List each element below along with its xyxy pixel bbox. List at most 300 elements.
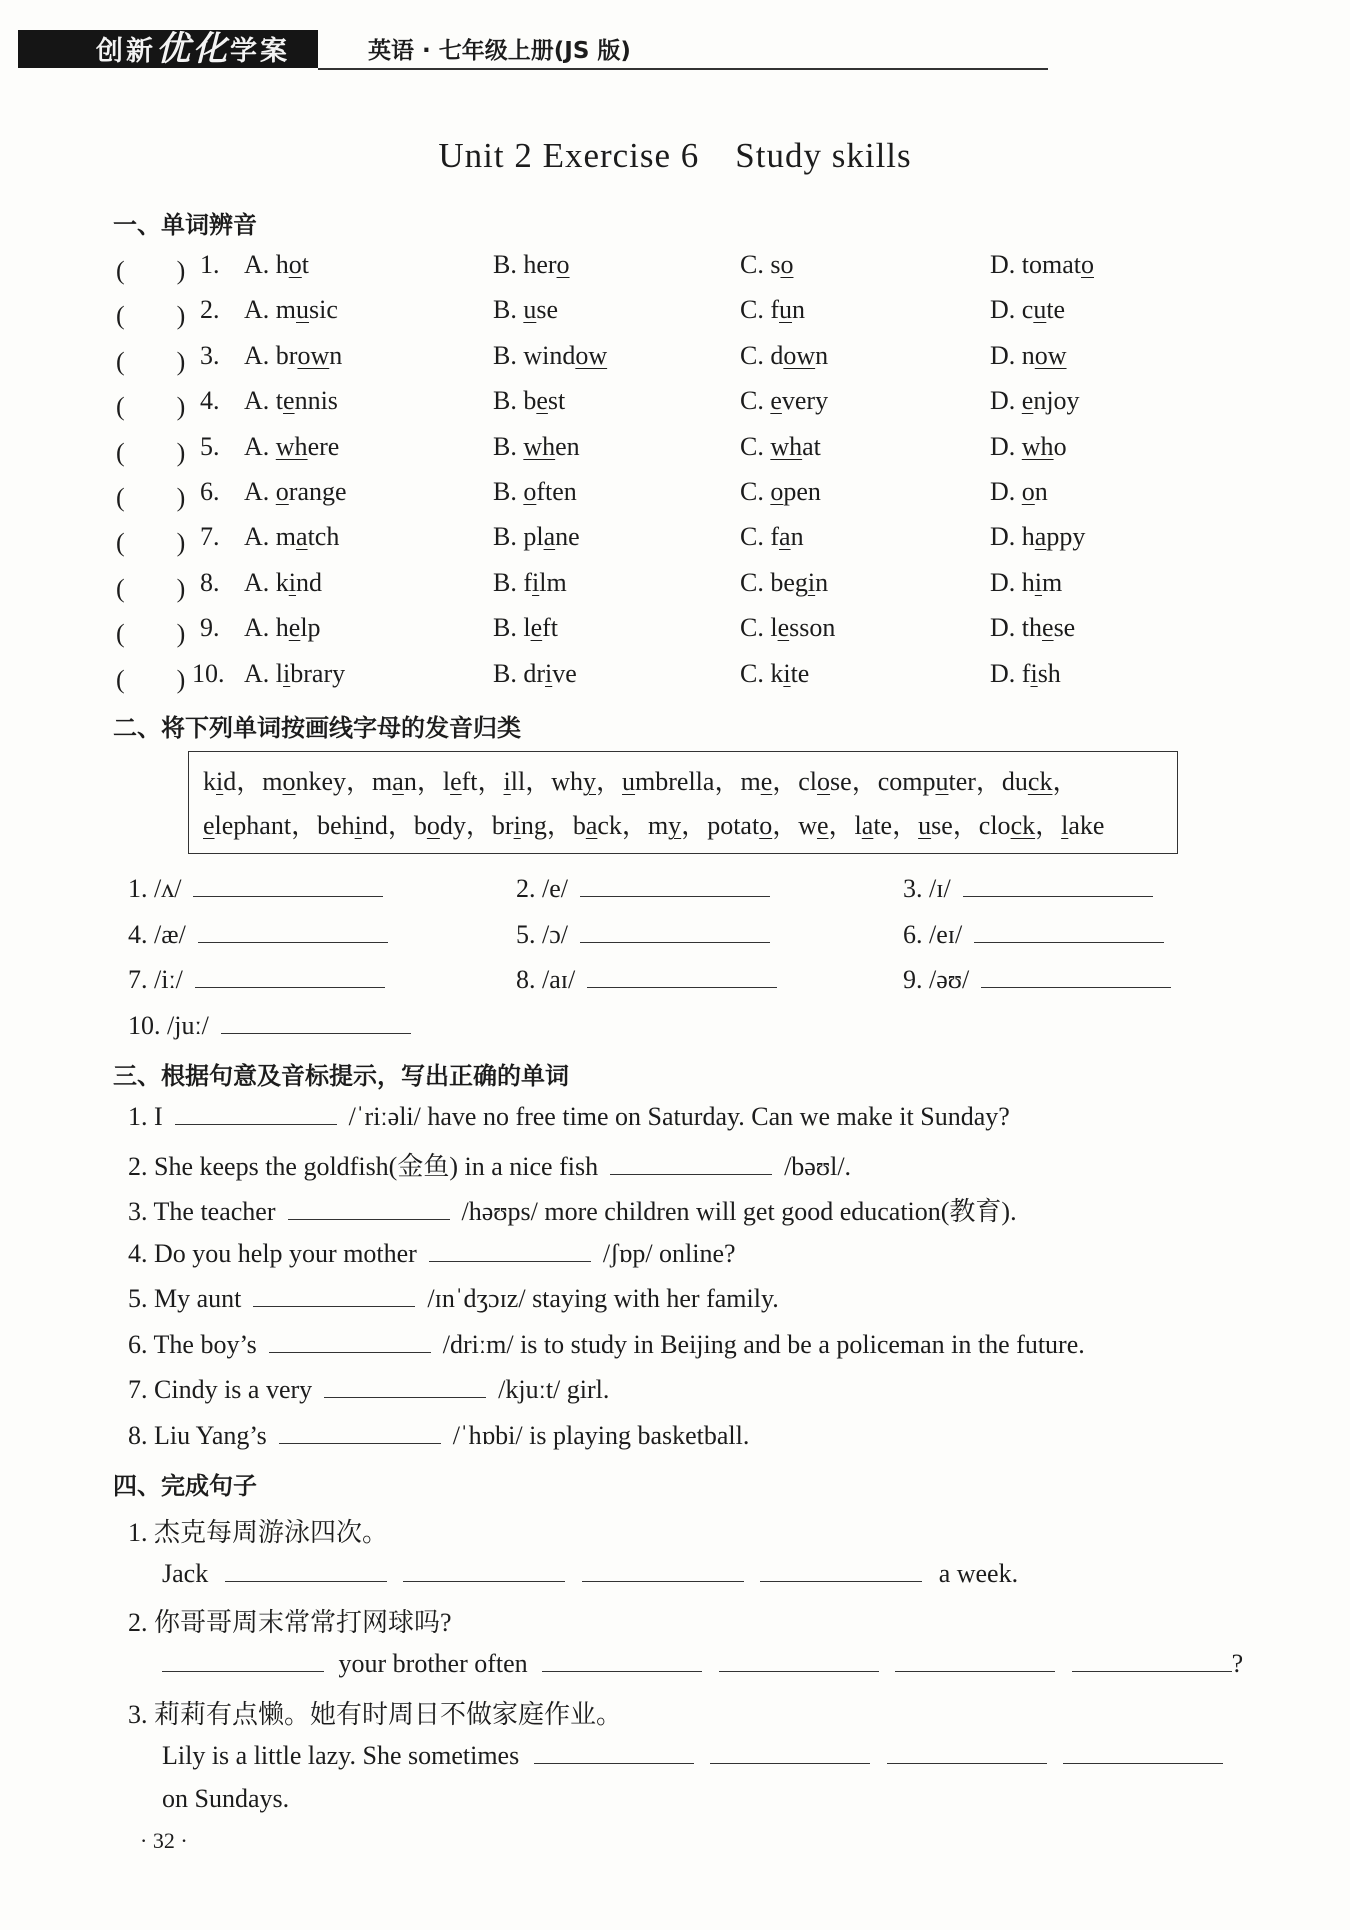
option-a[interactable]	[244, 250, 309, 280]
phonetic-label: 3. /ɪ/	[903, 874, 951, 903]
header-rule	[318, 68, 1048, 70]
answer-blank[interactable]	[175, 1100, 337, 1125]
underlined-letters: wh	[523, 431, 556, 461]
underlined-letters: e	[777, 613, 790, 643]
brand-text-c: 学案	[230, 36, 290, 67]
option-word: happy	[1021, 522, 1086, 552]
word-bank-item: why	[551, 767, 597, 796]
option-letter: B.	[493, 250, 517, 279]
option-c[interactable]	[740, 386, 828, 416]
underlined-letters: o	[1081, 250, 1094, 279]
option-word: film	[523, 567, 567, 597]
answer-blank[interactable]	[429, 1237, 591, 1262]
option-letter: A.	[244, 386, 270, 416]
answer-bracket[interactable]: ( )	[116, 528, 186, 558]
option-word: who	[1021, 431, 1067, 461]
answer-blank[interactable]	[221, 1009, 411, 1034]
option-word: what	[770, 431, 821, 461]
option-a[interactable]	[244, 568, 322, 598]
word-bank-item: close	[798, 767, 852, 796]
underlined-letters: o	[288, 250, 302, 279]
option-b[interactable]	[493, 568, 567, 598]
answer-blank[interactable]	[610, 1150, 772, 1175]
answer-blank[interactable]	[225, 1557, 387, 1582]
s4-q1-line	[162, 1557, 1018, 1589]
section-4-heading: 四、完成句子	[113, 1472, 257, 1500]
option-word: help	[275, 613, 321, 643]
question-number: 10.	[192, 658, 225, 688]
s3-text-pre: 5. My aunt	[128, 1284, 242, 1313]
underlined-letters: o	[770, 477, 784, 506]
underlined-letters: e	[450, 767, 462, 796]
option-letter: D.	[990, 477, 1016, 506]
underlined-letters: a	[861, 811, 874, 840]
underlined-letters: wh	[275, 431, 308, 461]
s4-q2-line	[162, 1647, 1243, 1679]
option-c[interactable]	[740, 522, 804, 552]
answer-blank[interactable]	[1063, 1739, 1223, 1764]
option-word: cute	[1021, 295, 1066, 325]
s3-text-post: /həʊps/ more children will get good education(教育).	[461, 1197, 1017, 1226]
sound-category	[128, 872, 383, 904]
answer-bracket[interactable]: ( )	[116, 256, 186, 285]
option-letter: D.	[990, 431, 1016, 461]
option-word: every	[770, 386, 829, 416]
option-letter: A.	[244, 522, 270, 552]
answer-bracket[interactable]: ( )	[116, 573, 186, 603]
underlined-letters: o	[556, 250, 570, 279]
s4-q3-chinese: 3. 莉莉有点懒。她有时周日不做家庭作业。	[128, 1700, 623, 1729]
s3-text-pre: 3. The teacher	[128, 1197, 276, 1226]
underlined-letters: ck	[1010, 811, 1036, 840]
word-bank-item: behind	[317, 811, 388, 840]
underlined-letters: a	[1034, 522, 1047, 552]
option-b[interactable]	[493, 432, 580, 462]
option-letter: D.	[990, 340, 1016, 370]
word-bank-item: kid	[203, 767, 237, 796]
phonetic-label: 1. /ʌ/	[128, 874, 182, 903]
sound-category	[128, 963, 385, 995]
answer-blank[interactable]	[269, 1328, 431, 1353]
option-word: now	[1021, 340, 1067, 370]
option-a[interactable]	[244, 522, 339, 552]
answer-blank[interactable]	[760, 1557, 922, 1582]
option-word: begin	[770, 567, 829, 597]
s3-item	[128, 1237, 736, 1269]
answer-blank[interactable]	[198, 918, 388, 943]
sound-category	[128, 918, 388, 950]
option-c[interactable]	[740, 659, 809, 689]
option-word: when	[523, 431, 580, 461]
underlined-letters: i	[807, 567, 816, 597]
option-letter: A.	[244, 658, 270, 688]
s3-text-post: /bəʊl/.	[784, 1151, 852, 1181]
option-c[interactable]	[740, 432, 821, 462]
option-word: down	[770, 340, 829, 370]
page-title: Unit 2 Exercise 6 Study skills	[438, 136, 912, 175]
phonetic-label: 6. /eɪ/	[903, 919, 963, 949]
option-letter: A.	[244, 431, 270, 461]
underlined-letters: a	[392, 767, 404, 796]
section-2-heading: 二、将下列单词按画线字母的发音归类	[113, 714, 521, 742]
underlined-letters: wh	[1021, 431, 1054, 461]
answer-blank[interactable]	[887, 1739, 1047, 1764]
option-word: kite	[770, 658, 810, 688]
option-a[interactable]	[244, 295, 338, 325]
underlined-letters: i	[1030, 658, 1038, 688]
option-word: window	[523, 340, 608, 370]
option-word: use	[523, 295, 559, 325]
underlined-letters: e	[1042, 613, 1054, 643]
word-bank-item: bring	[491, 811, 547, 840]
option-letter: A.	[244, 340, 270, 370]
underlined-letters: u	[523, 295, 537, 325]
underlined-letters: e	[816, 811, 829, 840]
underlined-letters: o	[817, 767, 831, 796]
word-bank-item: my	[647, 811, 682, 840]
sound-category	[516, 872, 770, 904]
option-c[interactable]	[740, 613, 835, 643]
phonetic-label: 5. /ɔ/	[516, 919, 568, 949]
option-b[interactable]	[493, 341, 607, 371]
underlined-letters: e	[770, 386, 782, 416]
answer-blank[interactable]	[963, 872, 1153, 897]
option-b[interactable]	[493, 250, 570, 280]
underlined-letters: e	[536, 386, 548, 416]
underlined-letters: a	[585, 811, 598, 840]
answer-blank[interactable]	[974, 918, 1164, 943]
s3-item	[128, 1191, 1017, 1228]
option-word: music	[275, 295, 338, 325]
option-d[interactable]	[990, 341, 1067, 371]
underlined-letters: o	[282, 767, 296, 796]
option-letter: A.	[244, 295, 270, 325]
option-letter: C.	[740, 477, 764, 506]
underlined-letters: o	[780, 250, 794, 279]
word-bank-item: late	[854, 811, 893, 840]
phonetic-label: 8. /aɪ/	[516, 965, 576, 994]
sound-category	[516, 963, 777, 995]
option-d[interactable]	[990, 386, 1080, 416]
s3-text-post: /ˈriːəli/ have no free time on Saturday. Can we make it Sunday?	[348, 1102, 1010, 1131]
s3-item	[128, 1100, 1010, 1132]
answer-blank[interactable]	[719, 1647, 879, 1672]
option-word: him	[1021, 567, 1063, 597]
option-letter: D.	[990, 250, 1016, 279]
word-bank-box: kid，monkey，man，left，ill，why，umbrella，me，close，computer，duck， elephant，behind，body，bring，back，my，potato，we，late，use，clock，lake	[188, 751, 1178, 854]
option-c[interactable]	[740, 568, 828, 598]
answer-blank[interactable]	[587, 963, 777, 988]
underlined-letters: ck	[1027, 767, 1053, 796]
s4-q1-post: a week.	[938, 1559, 1019, 1588]
underlined-letters: i	[783, 658, 791, 688]
underlined-letters: i	[216, 767, 224, 796]
option-a[interactable]	[244, 341, 342, 371]
phonetic-label: 9. /əʊ/	[903, 965, 970, 994]
underlined-letters: u	[622, 767, 636, 796]
option-letter: D.	[990, 658, 1016, 688]
answer-blank[interactable]	[981, 963, 1171, 988]
phonetic-label: 4. /æ/	[128, 919, 186, 949]
s3-item	[128, 1419, 749, 1451]
answer-blank[interactable]	[534, 1739, 694, 1764]
option-letter: A.	[244, 613, 270, 643]
s4-q2-end: ?	[1231, 1649, 1244, 1678]
question-number: 1.	[200, 250, 220, 279]
word-bank-item: body	[413, 811, 466, 840]
answer-bracket[interactable]: ( )	[116, 437, 186, 467]
option-c[interactable]	[740, 250, 793, 280]
s4-q1-pre: Jack	[162, 1559, 209, 1588]
answer-blank[interactable]	[710, 1739, 870, 1764]
option-word: plane	[523, 522, 580, 552]
underlined-letters: e	[288, 613, 301, 643]
word-bank-item: use	[918, 811, 953, 840]
option-word: tennis	[275, 386, 338, 416]
underlined-letters: a	[296, 522, 308, 552]
word-bank-item: lake	[1061, 811, 1105, 840]
option-b[interactable]	[493, 659, 577, 689]
answer-blank[interactable]	[580, 872, 770, 897]
s3-text-pre: 1. I	[128, 1102, 163, 1131]
page-number: · 32 ·	[140, 1828, 188, 1853]
s3-item	[128, 1146, 851, 1183]
option-letter: C.	[740, 658, 764, 688]
word-bank-item: man	[372, 767, 417, 796]
option-b[interactable]	[493, 386, 565, 416]
sound-category	[903, 872, 1153, 904]
option-word: fan	[770, 522, 804, 552]
option-d[interactable]	[990, 432, 1067, 462]
option-letter: B.	[493, 613, 517, 643]
option-letter: B.	[493, 477, 517, 506]
option-word: kind	[275, 567, 323, 597]
s3-text-post: /kjuːt/ girl.	[498, 1375, 610, 1404]
option-b[interactable]	[493, 522, 580, 552]
sound-category	[903, 963, 1171, 995]
sound-category	[903, 918, 1164, 950]
phonetic-label: 2. /e/	[516, 874, 568, 903]
answer-blank[interactable]	[582, 1557, 744, 1582]
answer-bracket[interactable]: ( )	[116, 619, 186, 649]
answer-blank[interactable]	[403, 1557, 565, 1582]
s4-q2-mid: your brother often	[338, 1649, 528, 1678]
underlined-letters: u	[918, 811, 932, 840]
question-number: 8.	[200, 567, 220, 597]
underlined-letters: ow	[575, 340, 608, 370]
word-bank-item: we	[798, 811, 829, 840]
option-letter: C.	[740, 340, 764, 370]
answer-bracket[interactable]: ( )	[116, 346, 186, 376]
underlined-letters: ow	[297, 340, 330, 370]
question-number: 3.	[200, 340, 220, 370]
option-word: drive	[523, 658, 577, 688]
option-word: these	[1021, 613, 1076, 643]
underlined-letters: o	[759, 811, 773, 840]
option-letter: A.	[244, 567, 270, 597]
brand-text-a: 创新	[96, 36, 156, 67]
option-word: hero	[523, 250, 570, 279]
answer-blank[interactable]	[324, 1373, 486, 1398]
section-1-heading: 一、单词辨音	[113, 211, 257, 239]
underlined-letters: e	[530, 613, 543, 643]
s3-text-post: /ʃɒp/ online?	[602, 1238, 736, 1268]
s4-q3-end: on Sundays.	[162, 1784, 290, 1813]
underlined-letters: l	[1061, 811, 1069, 840]
answer-bracket[interactable]: ( )	[116, 392, 186, 422]
option-letter: C.	[740, 522, 764, 552]
option-b[interactable]	[493, 295, 558, 325]
s3-item	[128, 1282, 779, 1314]
option-a[interactable]	[244, 386, 338, 416]
option-letter: B.	[493, 658, 517, 688]
option-letter: D.	[990, 567, 1016, 597]
word-bank-item: me	[740, 767, 773, 796]
underlined-letters: u	[1033, 295, 1047, 325]
underlined-letters: a	[543, 522, 556, 552]
underlined-letters: i	[283, 658, 291, 688]
s4-q3-line	[162, 1739, 1223, 1771]
s3-text-pre: 7. Cindy is a very	[128, 1375, 313, 1404]
option-word: orange	[275, 477, 347, 506]
word-bank-item: monkey	[262, 767, 347, 796]
underlined-letters: e	[283, 386, 295, 416]
option-letter: B.	[493, 431, 517, 461]
underlined-letters: i	[532, 567, 540, 597]
underlined-letters: i	[288, 567, 297, 597]
option-word: tomato	[1021, 250, 1094, 279]
underlined-letters: u	[779, 295, 793, 325]
option-word: best	[523, 386, 566, 416]
answer-blank[interactable]	[288, 1195, 450, 1220]
option-b[interactable]	[493, 613, 558, 643]
option-a[interactable]	[244, 613, 321, 643]
underlined-letters: i	[503, 767, 511, 796]
option-letter: C.	[740, 386, 764, 416]
underlined-letters: o	[523, 477, 537, 506]
option-c[interactable]	[740, 295, 805, 325]
option-d[interactable]	[990, 477, 1048, 507]
option-d[interactable]	[990, 659, 1061, 689]
option-a[interactable]	[244, 432, 339, 462]
option-d[interactable]	[990, 295, 1065, 325]
option-word: lesson	[770, 613, 836, 643]
answer-bracket[interactable]: ( )	[116, 664, 186, 694]
answer-blank[interactable]	[895, 1647, 1055, 1672]
underlined-letters: e	[1021, 386, 1034, 416]
option-letter: C.	[740, 431, 764, 461]
option-word: fun	[770, 295, 806, 325]
section-3-heading: 三、根据句意及音标提示，写出正确的单词	[113, 1062, 569, 1090]
answer-bracket[interactable]: ( )	[116, 483, 186, 512]
word-bank-item: duck	[1001, 767, 1053, 796]
underlined-letters: ow	[1034, 340, 1067, 370]
option-letter: D.	[990, 522, 1016, 552]
s3-text-post: /driːm/ is to study in Beijing and be a policeman in the future.	[442, 1329, 1085, 1359]
phonetic-label: 7. /iː/	[128, 965, 183, 994]
option-word: on	[1021, 477, 1048, 506]
underlined-letters: i	[545, 658, 553, 688]
option-word: hot	[275, 250, 310, 279]
option-a[interactable]	[244, 477, 347, 507]
answer-blank[interactable]	[580, 918, 770, 943]
underlined-letters: a	[779, 522, 791, 552]
option-word: where	[275, 431, 340, 461]
underlined-letters: o	[426, 811, 440, 840]
option-c[interactable]	[740, 341, 828, 371]
subject-title: 英语 · 七年级上册(JS 版)	[368, 38, 631, 64]
underlined-letters: o	[1021, 477, 1035, 506]
option-letter: B.	[493, 522, 517, 552]
s3-text-pre: 4. Do you help your mother	[128, 1238, 417, 1268]
word-bank-item: elephant	[203, 811, 292, 840]
underlined-letters: e	[760, 767, 773, 796]
word-bank-item: umbrella	[622, 767, 715, 796]
underlined-letters: i	[354, 811, 362, 840]
answer-blank[interactable]	[193, 872, 383, 897]
s3-text-post: /ɪnˈdʒɔɪz/ staying with her family.	[427, 1284, 779, 1313]
option-word: so	[770, 250, 794, 279]
option-c[interactable]	[740, 477, 821, 507]
option-d[interactable]	[990, 250, 1094, 280]
option-d[interactable]	[990, 522, 1085, 552]
option-letter: B.	[493, 340, 517, 370]
option-letter: B.	[493, 567, 517, 597]
option-b[interactable]	[493, 477, 577, 507]
s4-q1-chinese: 1. 杰克每周游泳四次。	[128, 1518, 389, 1547]
option-word: open	[770, 477, 821, 506]
s3-text-pre: 6. The boy’s	[128, 1329, 257, 1359]
word-bank-item: computer	[877, 767, 976, 796]
option-letter: D.	[990, 295, 1016, 325]
word-bank-item: potato	[707, 811, 773, 840]
option-word: left	[523, 613, 559, 643]
sound-category	[128, 1009, 411, 1041]
brand-logo	[18, 30, 318, 68]
option-letter: D.	[990, 386, 1016, 416]
s3-text-post: /ˈhɒbi/ is playing basketball.	[452, 1420, 750, 1450]
answer-blank[interactable]	[542, 1647, 702, 1672]
underlined-letters: ow	[783, 340, 816, 370]
question-number: 5.	[200, 431, 220, 461]
option-letter: A.	[244, 250, 270, 279]
option-letter: B.	[493, 295, 517, 325]
answer-blank[interactable]	[1072, 1647, 1232, 1672]
answer-bracket[interactable]: ( )	[116, 301, 186, 331]
question-number: 4.	[200, 386, 220, 416]
option-a[interactable]	[244, 659, 345, 689]
underlined-letters: i	[1034, 567, 1043, 597]
underlined-letters: i	[513, 811, 521, 840]
option-word: fish	[1021, 658, 1061, 688]
option-word: match	[275, 522, 340, 552]
s3-text-pre: 8. Liu Yang’s	[128, 1420, 267, 1450]
word-bank-item: ill	[503, 767, 526, 796]
underlined-letters: u	[296, 295, 310, 325]
option-letter: C.	[740, 567, 764, 597]
option-d[interactable]	[990, 568, 1062, 598]
answer-blank[interactable]	[162, 1647, 324, 1672]
answer-blank[interactable]	[279, 1419, 441, 1444]
page-header	[18, 30, 1048, 70]
underlined-letters: y	[668, 811, 682, 840]
answer-blank[interactable]	[253, 1282, 415, 1307]
s3-text-pre: 2. She keeps the goldfish(金鱼) in a nice fish	[128, 1151, 599, 1181]
option-letter: C.	[740, 613, 764, 643]
option-d[interactable]	[990, 613, 1075, 643]
question-number: 6.	[200, 477, 220, 506]
answer-blank[interactable]	[195, 963, 385, 988]
